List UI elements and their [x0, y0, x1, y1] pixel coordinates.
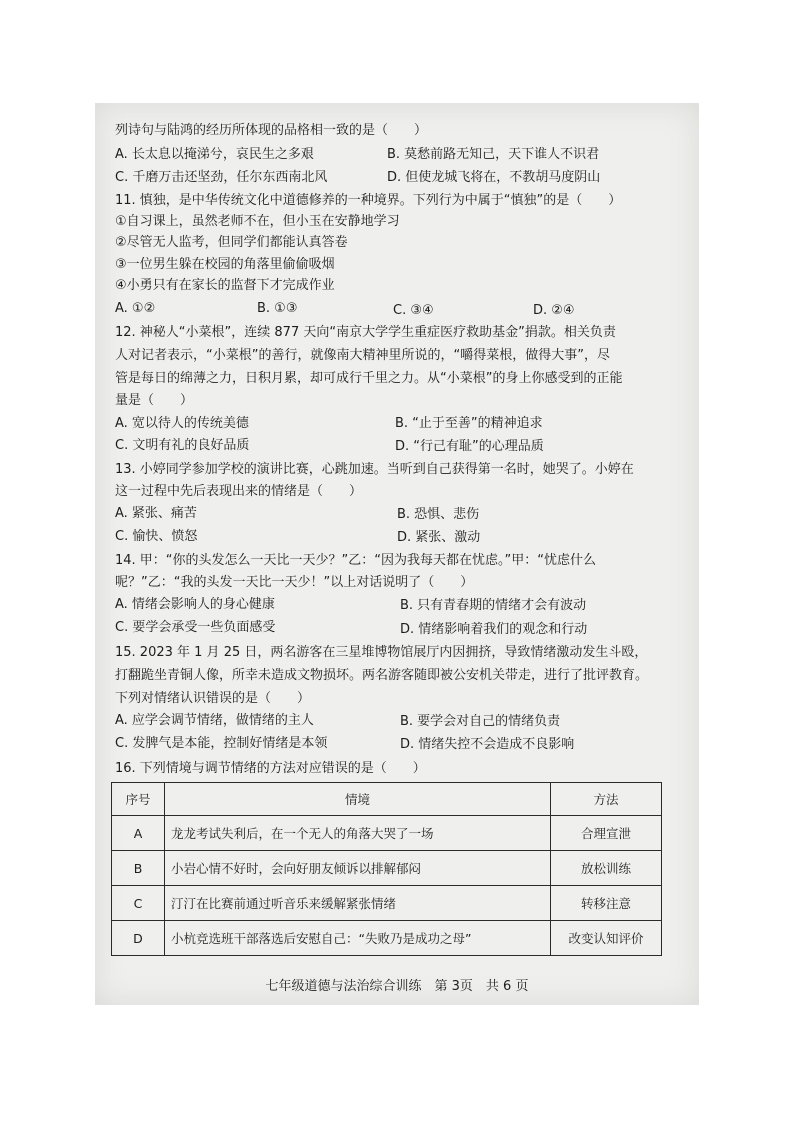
- option-14a: A. 情绪会影响人的身心健康: [115, 597, 275, 612]
- question-11-item-3: ③一位男生躲在校园的角落里偷偷吸烟: [115, 257, 335, 272]
- option-14d: D. 情绪影响着我们的观念和行动: [400, 622, 588, 637]
- situation-method-table: [111, 782, 662, 956]
- question-15-stem-line-2: 打翻跪坐青铜人像，所幸未造成文物损坏。两名游客随即被公安机关带走，进行了批评教育。: [115, 668, 649, 683]
- row-number: B: [112, 851, 165, 886]
- row-number: C: [112, 886, 165, 921]
- row-number: D: [112, 921, 165, 956]
- option-10d: D. 但使龙城飞将在，不教胡马度阴山: [387, 170, 601, 185]
- option-12c: C. 文明有礼的良好品质: [115, 438, 250, 453]
- exam-page: [95, 103, 699, 1005]
- header-situation: 情境: [165, 783, 551, 816]
- question-11-item-2: ②尽管无人监考，但同学们都能认真答卷: [115, 235, 348, 250]
- row-situation: 汀汀在比赛前通过听音乐来缓解紧张情绪: [165, 886, 551, 921]
- question-16-stem: 16. 下列情境与调节情绪的方法对应错误的是（ ）: [115, 761, 426, 776]
- option-10a: A. 长太息以掩涕兮，哀民生之多艰: [115, 147, 314, 162]
- question-11-item-4: ④小勇只有在家长的监督下才完成作业: [115, 278, 335, 293]
- question-15-stem-line-3: 下列对情绪认识错误的是（ ）: [115, 691, 311, 706]
- question-14-stem-line-1: 14. 甲：“你的头发怎么一天比一天少？”乙：“因为我每天都在忧虑。”甲：“忧虑什么: [115, 553, 596, 568]
- option-11a: A. ①②: [115, 301, 156, 316]
- table-row: [112, 886, 662, 921]
- option-10b: B. 莫愁前路无知己，天下谁人不识君: [387, 147, 600, 162]
- row-method: 转移注意: [551, 886, 662, 921]
- option-10c: C. 千磨万击还坚劲，任尔东西南北风: [115, 170, 328, 185]
- question-14-stem-line-2: 呢？”乙：“我的头发一天比一天少！”以上对话说明了（ ）: [115, 575, 474, 590]
- question-13-stem-line-1: 13. 小婷同学参加学校的演讲比赛，心跳加速。当听到自己获得第一名时，她哭了。小婷在: [115, 462, 634, 477]
- question-15-stem-line-1: 15. 2023 年 1 月 25 日，两名游客在三星堆博物馆展厅内因拥挤，导致情绪激动发生斗殴，: [115, 645, 648, 660]
- option-15c: C. 发脾气是本能，控制好情绪是本领: [115, 736, 328, 751]
- question-12-stem-line-2: 人对记者表示，“小菜根”的善行，就像南大精神里所说的，“嚼得菜根，做得大事”，尽: [115, 348, 610, 363]
- table-row: [112, 816, 662, 851]
- option-15b: B. 要学会对自己的情绪负责: [400, 714, 561, 729]
- row-situation: 小杭竞选班干部落选后安慰自己：“失败乃是成功之母”: [165, 921, 551, 956]
- question-13-stem-line-2: 这一过程中先后表现出来的情绪是（ ）: [115, 484, 363, 499]
- question-12-stem-line-3: 管是每日的绵薄之力，日积月累，却可成行千里之力。从“小菜根”的身上你感受到的正能: [115, 371, 623, 386]
- option-15a: A. 应学会调节情绪，做情绪的主人: [115, 713, 314, 728]
- table-row: [112, 851, 662, 886]
- option-13c: C. 愉快、愤怒: [115, 529, 198, 544]
- option-13a: A. 紧张、痛苦: [115, 506, 197, 521]
- question-10-stem-tail: 列诗句与陆鸿的经历所体现的品格相一致的是（ ）: [115, 123, 428, 138]
- row-situation: 小岩心情不好时，会向好朋友倾诉以排解郁闷: [165, 851, 551, 886]
- option-11d: D. ②④: [533, 303, 575, 318]
- question-12-stem-line-4: 量是（ ）: [115, 393, 194, 408]
- question-12-stem-line-1: 12. 神秘人“小菜根”，连续 877 天向“南京大学学生重症医疗救助基金”捐款。相关负责: [115, 325, 616, 340]
- option-13b: B. 恐惧、悲伤: [397, 507, 480, 522]
- row-method: 合理宣泄: [551, 816, 662, 851]
- option-14b: B. 只有青春期的情绪才会有波动: [400, 598, 587, 613]
- table-row: [112, 921, 662, 956]
- table-header-row: [112, 783, 662, 816]
- option-12d: D. “行己有耻”的心理品质: [395, 439, 544, 454]
- option-11c: C. ③④: [393, 303, 434, 318]
- option-14c: C. 要学会承受一些负面感受: [115, 620, 276, 635]
- page-footer: 七年级道德与法治综合训练 第 3页 共 6 页: [265, 979, 529, 994]
- question-11-item-1: ①自习课上，虽然老师不在，但小玉在安静地学习: [115, 214, 400, 229]
- row-method: 放松训练: [551, 851, 662, 886]
- row-number: A: [112, 816, 165, 851]
- header-method: 方法: [551, 783, 662, 816]
- option-12b: B. “止于至善”的精神追求: [395, 416, 543, 431]
- option-13d: D. 紧张、激动: [397, 530, 481, 545]
- question-11-stem: 11. 慎独，是中华传统文化中道德修养的一种境界。下列行为中属于“慎独”的是（ ）: [115, 193, 622, 208]
- row-method: 改变认知评价: [551, 921, 662, 956]
- option-12a: A. 宽以待人的传统美德: [115, 416, 249, 431]
- row-situation: 龙龙考试失利后，在一个无人的角落大哭了一场: [165, 816, 551, 851]
- option-11b: B. ①③: [257, 301, 298, 316]
- header-number: 序号: [112, 783, 165, 816]
- option-15d: D. 情绪失控不会造成不良影响: [400, 737, 575, 752]
